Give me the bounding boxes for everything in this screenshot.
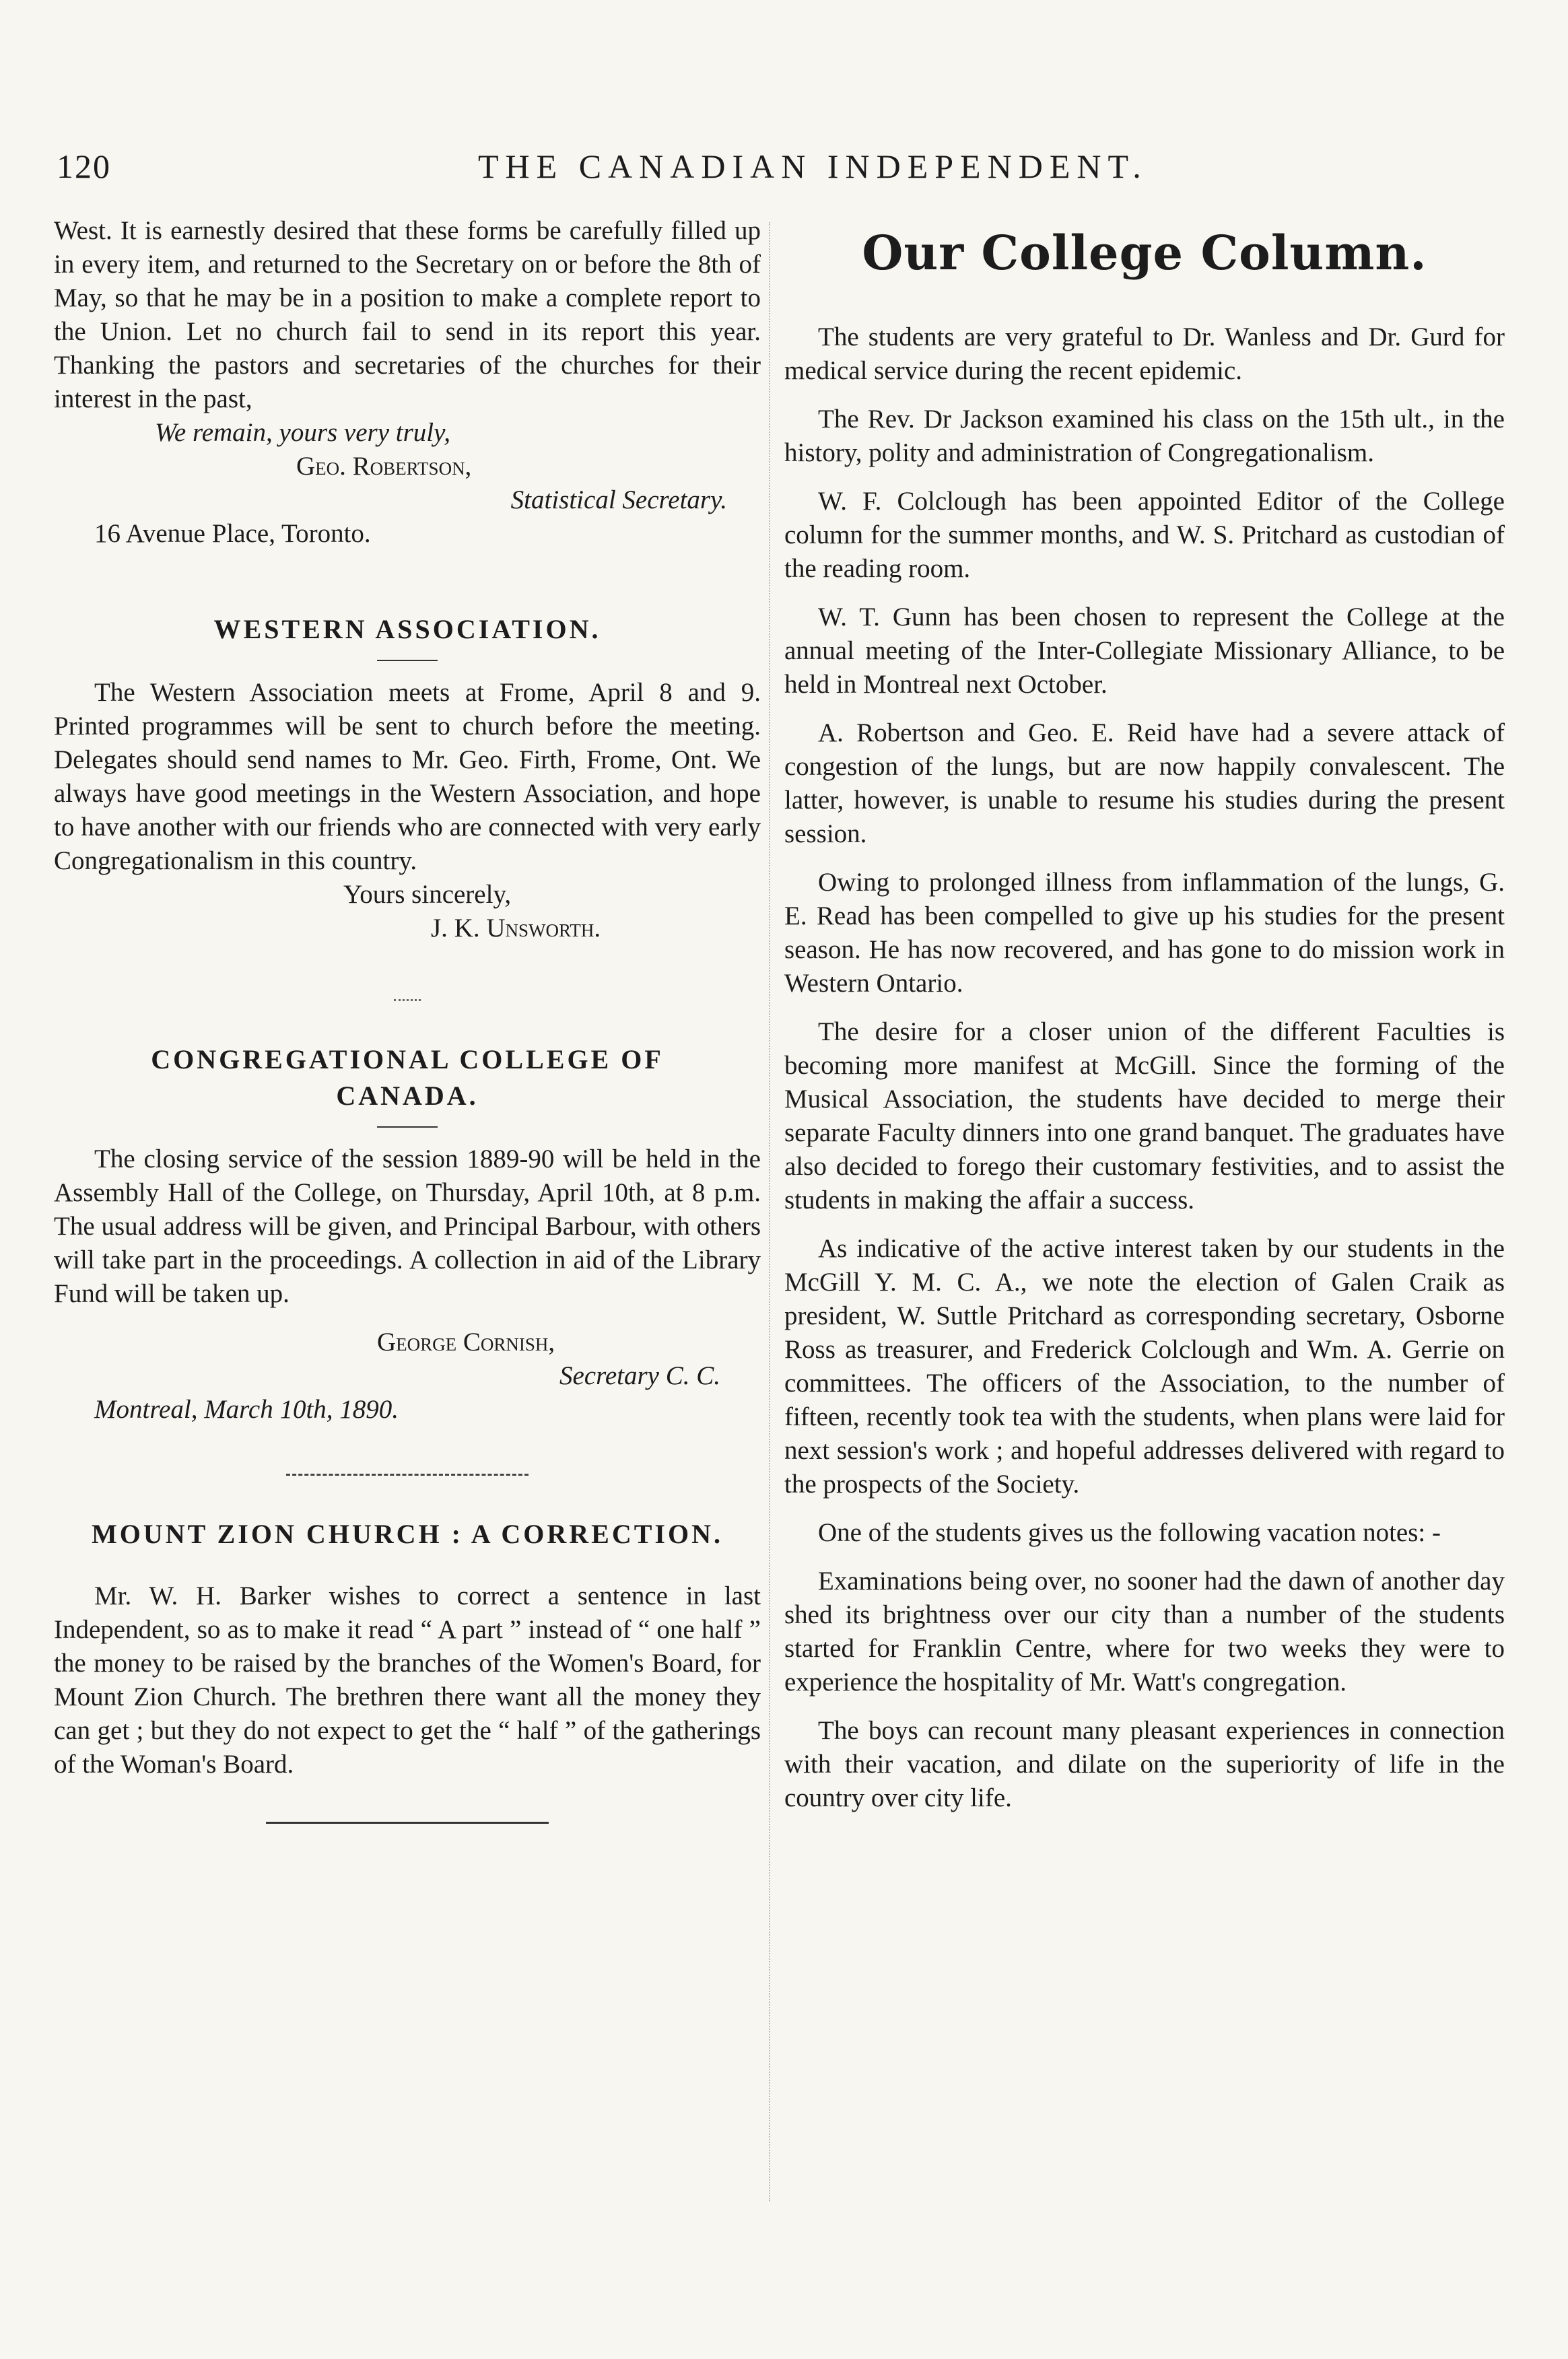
college-note: As indicative of the active interest taken by our students in the McGill Y. M. C. A., we note the election of Galen Craik as president, W. Suttle Pritchard as corresponding secretary, Osborne Ross as treasurer, and Frederick Colclough and Wm. A. Gerrie on committees. The officers of the Association, to the number of fifteen, recently took tea with the students, when plans were laid for next session's work ; and hopeful addresses delivered with regard to the prospects of the Society. xyxy=(784,1234,1505,1499)
section-separator xyxy=(394,999,421,1001)
left-column xyxy=(54,214,761,1824)
college-signer-title: Secretary C. C. xyxy=(559,1361,720,1390)
western-association-heading: WESTERN ASSOCIATION. xyxy=(213,614,601,644)
college-note: One of the students gives us the following vacation notes: - xyxy=(818,1518,1441,1547)
college-note: W. T. Gunn has been chosen to represent the College at the annual meeting of the Inter-Collegiate Missionary Alliance, to be held in Montreal next October. xyxy=(784,603,1505,699)
college-body: The closing service of the session 1889-90 will be held in the Assembly Hall of the College, on Thursday, April 10th, at 8 p.m. The usual address will be given, and Principal Barbour, with others will take part in the proceedings. A collection in aid of the Library Fund will be taken up. xyxy=(54,1144,761,1308)
closing-rule xyxy=(266,1822,549,1824)
college-note: Owing to prolonged illness from inflammation of the lungs, G. E. Read has been compelled to give up his studies for the present season. He has now recovered, and has gone to do mission work in Western Ontario. xyxy=(784,868,1505,998)
letter-signer-title: Statistical Secretary. xyxy=(510,485,727,514)
page-number: 120 xyxy=(57,147,111,185)
section-rule xyxy=(377,1126,438,1128)
college-note: A. Robertson and Geo. E. Reid have had a severe attack of congestion of the lungs, but are now happily convalescent. The latter, however, is unable to resume his studies during the present session. xyxy=(784,718,1505,848)
page-header xyxy=(47,147,1501,194)
western-signer: J. K. Unsworth. xyxy=(431,914,601,943)
college-note: The students are very grateful to Dr. Wanless and Dr. Gurd for medical service during the recent epidemic. xyxy=(784,322,1505,385)
right-column xyxy=(784,214,1505,1830)
letter-closing: We remain, yours very truly, xyxy=(155,418,451,447)
mount-zion-body: Mr. W. H. Barker wishes to correct a sentence in last Independent, so as to make it read “ A part ” instead of “ one half ” the money to be raised by the branches of the Women's Board, for Mount Zion Church. The brethren there want all the money they can get ; but they do not expect to get the “ half ” of the gatherings of the Woman's Board. xyxy=(54,1581,761,1779)
college-note: The desire for a closer union of the different Faculties is becoming more manifest at McGill. Since the forming of the Musical Association, the students have decided to merge their separate Faculty dinners into one grand banquet. The graduates have also decided to forego their customary festivities, and to assist the students in making the affair a success. xyxy=(784,1017,1505,1215)
section-separator xyxy=(286,1474,529,1476)
section-rule xyxy=(377,660,438,661)
college-note: The boys can recount many pleasant experiences in connection with their vacation, and dilate on the superiority of life in the country over city life. xyxy=(784,1716,1505,1812)
college-dateline: Montreal, March 10th, 1890. xyxy=(94,1395,399,1424)
college-note: Examinations being over, no sooner had the dawn of another day shed its brightness over our city than a number of the students started for Franklin Centre, where for two weeks they were to experience the hospitality of Mr. Watt's congregation. xyxy=(784,1567,1505,1697)
college-heading-line2: CANADA. xyxy=(336,1081,479,1111)
column-divider xyxy=(769,222,770,2201)
letter-signer-name: Geo. Robertson, xyxy=(296,452,472,481)
western-closing: Yours sincerely, xyxy=(343,880,512,909)
western-association-body: The Western Association meets at Frome, April 8 and 9. Printed programmes will be sent to church before the meeting. Delegates should send names to Mr. Geo. Firth, Frome, Ont. We always have good meetings in the Western Association, and hope to have another with our friends who are connected with very early Congregationalism in this country. xyxy=(54,678,761,875)
college-heading-line1: CONGREGATIONAL COLLEGE OF xyxy=(151,1044,664,1074)
college-note: The Rev. Dr Jackson examined his class on the 15th ult., in the history, polity and administration of Congregationalism. xyxy=(784,405,1505,467)
letter-address: 16 Avenue Place, Toronto. xyxy=(94,519,371,548)
running-title: THE CANADIAN INDEPENDENT. xyxy=(478,147,1148,185)
statistical-letter-text: West. It is earnestly desired that these forms be carefully filled up in every item, and returned to the Secretary on or before the 8th of May, so that he may be in a position to make a complete report to the Union. Let no church fail to send in its report this year. Thanking the pastors and secretaries of the churches for their interest in the past, xyxy=(54,216,761,413)
college-signer-name: George Cornish, xyxy=(377,1328,555,1357)
college-note: W. F. Colclough has been appointed Editor of the College column for the summer months, and W. S. Pritchard as custodian of the reading room. xyxy=(784,487,1505,583)
college-column-heading: Our College Column. xyxy=(862,225,1427,281)
mount-zion-heading: MOUNT ZION CHURCH : A CORRECTION. xyxy=(92,1519,723,1549)
